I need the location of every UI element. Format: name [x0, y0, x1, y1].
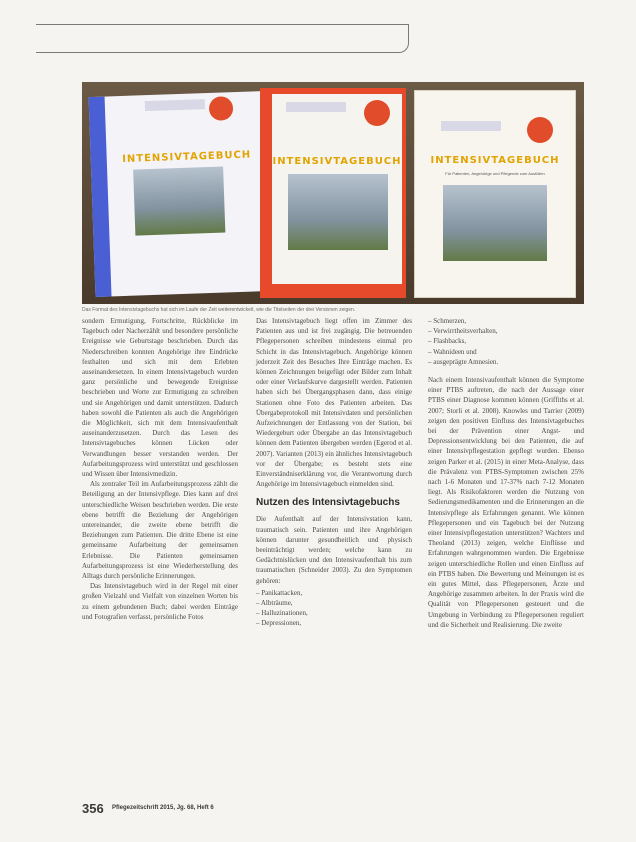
- list-item: – Depressionen,: [256, 619, 302, 628]
- col3-paragraph-1: Nach einem Intensivaufenthalt können die Symptome einer PTBS auftreten, die nach der Aussage einer PTBS einer Diagnose kommen können (Griffiths et al. 2007; Storli et al. 2008). Knowles und Tarrier (2009) zeigen den positiven Einfluss des Intensivtagebuches bei der Prävention einer Angst- und Depressionsentwicklung bei den Patienten, die auf einer Intensivpflegestation gepflegt wurden. Ebenso zeigen Parker et al. (2015) in einer Meta-Analyse, dass die Prävalenz von PTBS-Symptomen zwischen 25% nach 1-6 Monaten und 17-37% nach 7-12 Monaten liegt. Als Risikofaktoren werden die Nutzung von Sedierungsmedikamenten und die Erinnerungen an die Intensivpflege als Erfahrungen genannt. Wie können Pflegepersonen und ein Tagebuch bei der Nutzung einer Intensivpflegestation unterstützen? Wachters und Theoland (2013) zeigen, welche Einflüsse und Erfahrungen wahrgenommen wurden. Die Ergebnisse zeigen unterschiedliche Rollen und einen Einfluss auf ein PTBS haben. Die Bewertung und Meinungen ist es ein gutes Mittel, dass Pflegepersonen, Ärzte und Angehörige zusammen arbeiten. In der Praxis wird die Qualität von Pflegepersonen gesteuert und die Umgebung in Verbindung zu Pflegepersonen reguliert und die Sicherheit und Realisierung. Die zweite: [428, 376, 584, 629]
- journal-reference: Pflegezeitschrift 2015, Jg. 68, Heft 6: [112, 805, 214, 811]
- list-item: – Wahnideen und: [428, 347, 477, 356]
- symptom-list-1: [256, 588, 412, 629]
- figure-caption: Das Format des Intensivtagebuchs hat sich im Laufe der Zeit weiterentwickelt, wie die Titelseiten der drei Versionen zeigen.: [82, 307, 356, 313]
- list-item: – Verwirrtheitsverhalten,: [428, 327, 498, 336]
- building-photo-1: [133, 166, 225, 235]
- col1-paragraph-3: Das Intensivtagebuch wird in der Regel mit einer großen Vielzahl und Vielfalt von einzelnen Worten bis zu einem gebundenen Buch; dabei werden Einträge und Fotografien verfasst, persönliche Fotos: [82, 582, 238, 621]
- list-item: – Halluzinationen,: [256, 609, 308, 618]
- list-item: – ausgeprägte Amnesien.: [428, 357, 499, 366]
- list-item: – Flashbacks,: [428, 337, 467, 346]
- cover-title-2: INTENSIVTAGEBUCH: [272, 156, 402, 167]
- cover-photo: [82, 82, 584, 304]
- col2-paragraph-2: Die Aufenthalt auf der Intensivstation kann, traumatisch sein. Patienten und ihre Angehörigen können darunter gesundheitlich und physisch beeinträchtigt werden; welche kann zu Gedächtnislücken und den Intensivaufenthalt bis zum traumatischen (Schneider 2003). Zu den Symptomen gehören:: [256, 515, 412, 585]
- binder-white: [414, 90, 576, 298]
- column-2: [256, 316, 412, 637]
- list-item: – Panikattacken,: [256, 588, 303, 597]
- col1-paragraph-1: sondern Ermutigung, Fortschritte, Rückblicke im Tagebuch oder Nacherzählt und besondere persönliche Ereignisse wie Geburtstage beschrieben. Durch das Niederschreiben konnten Angehörige ihre Eindrücke festhalten und sich mit dem Erlebten auseinandersetzen. In einem Intensivtagebuch wurden ganz persönliche und bewegende Ereignisse beschrieben und Worte zur Ermutigung zu schreiben und sie Angehörigen und damit unterstützen. Dadurch haben sowohl die Patienten als auch die Angehörigen die Möglichkeit, sich mit dem Intensivaufenthalt auseinanderzusetzen. Durch das Lesen des Intensivtagebuches können Lücken oder Verwandlungen besser verstanden werden. Der Aufarbeitungsprozess wird unterstützt und geschlossen und Wissen über Intensivmedizin.: [82, 317, 238, 479]
- page-number: 356: [82, 801, 104, 816]
- list-item: – Schmerzen,: [428, 317, 467, 325]
- building-photo-3: [443, 185, 547, 261]
- cover-title-3: INTENSIVTAGEBUCH: [430, 155, 560, 166]
- header-frame: [36, 24, 409, 53]
- cover-subtitle-3: Für Patienten, Angehörige und Pflegende zum Ausfüllen: [445, 171, 545, 176]
- list-item: – Albträume,: [256, 599, 293, 608]
- cover-title-1: INTENSIVTAGEBUCH: [122, 149, 252, 165]
- symptom-list-2: [428, 316, 584, 367]
- column-1: [82, 316, 238, 622]
- binder-red: [260, 88, 406, 298]
- column-3: [428, 316, 584, 630]
- section-heading: Nutzen des Intensivtagebuchs: [256, 497, 400, 509]
- col2-paragraph-1: Das Intensivtagebuch liegt offen im Zimmer des Patienten aus und ist frei zugängig. Die betreuenden Pflegepersonen schreiben mindestens einmal pro Schicht in das Intensivtagebuch. Angehörige können jederzeit Zeit des Besuches Ihre Einträge machen. Es können Zeichnungen beigefügt oder Bilder zum Inhalt oder einer Verlaufskurve dargestellt werden. Patienten haben sich bei Übergangsphasen dann, dass einige Stationen ohne Foto des Patienten arbeiten. Das Übergabeprotokoll mit Intensivdaten und persönlichen Aufzeichnungen der Entlassung von der Station, bei Wiedergeburt oder Übergabe an das Intensivtagebuch können dem Patienten übergeben werden (Egerod et al. 2007). Varianten (2013) ein ähnliches Intensivtagebuch vor der Übergabe; es besteht stets eine Einverständniserklärung vor, die Verantwortung durch Angehörige im Intensivtagebuch einmelden sind.: [256, 317, 412, 489]
- building-photo-2: [288, 174, 388, 250]
- col1-paragraph-2: Als zentraler Teil im Aufarbeitungsprozess zählt die Beteiligung an der Intensivpflege. Dies kann auf drei unterschiedliche Weisen beschrieben werden. Die erste ebene betrifft die Beziehung der Angehörigen untereinander, die zweite ebene betrifft die Beziehungen zum Patienten. Die dritte Ebene ist eine gemeinsame Aufarbeitung der gemeinsamen Erlebnisse. Die Patienten gemeinsamen Aufarbeitungsprozess ist eine Wiederherstellung des Alltags durch persönliche Erinnerungen.: [82, 480, 238, 581]
- binder-blue: [89, 91, 272, 297]
